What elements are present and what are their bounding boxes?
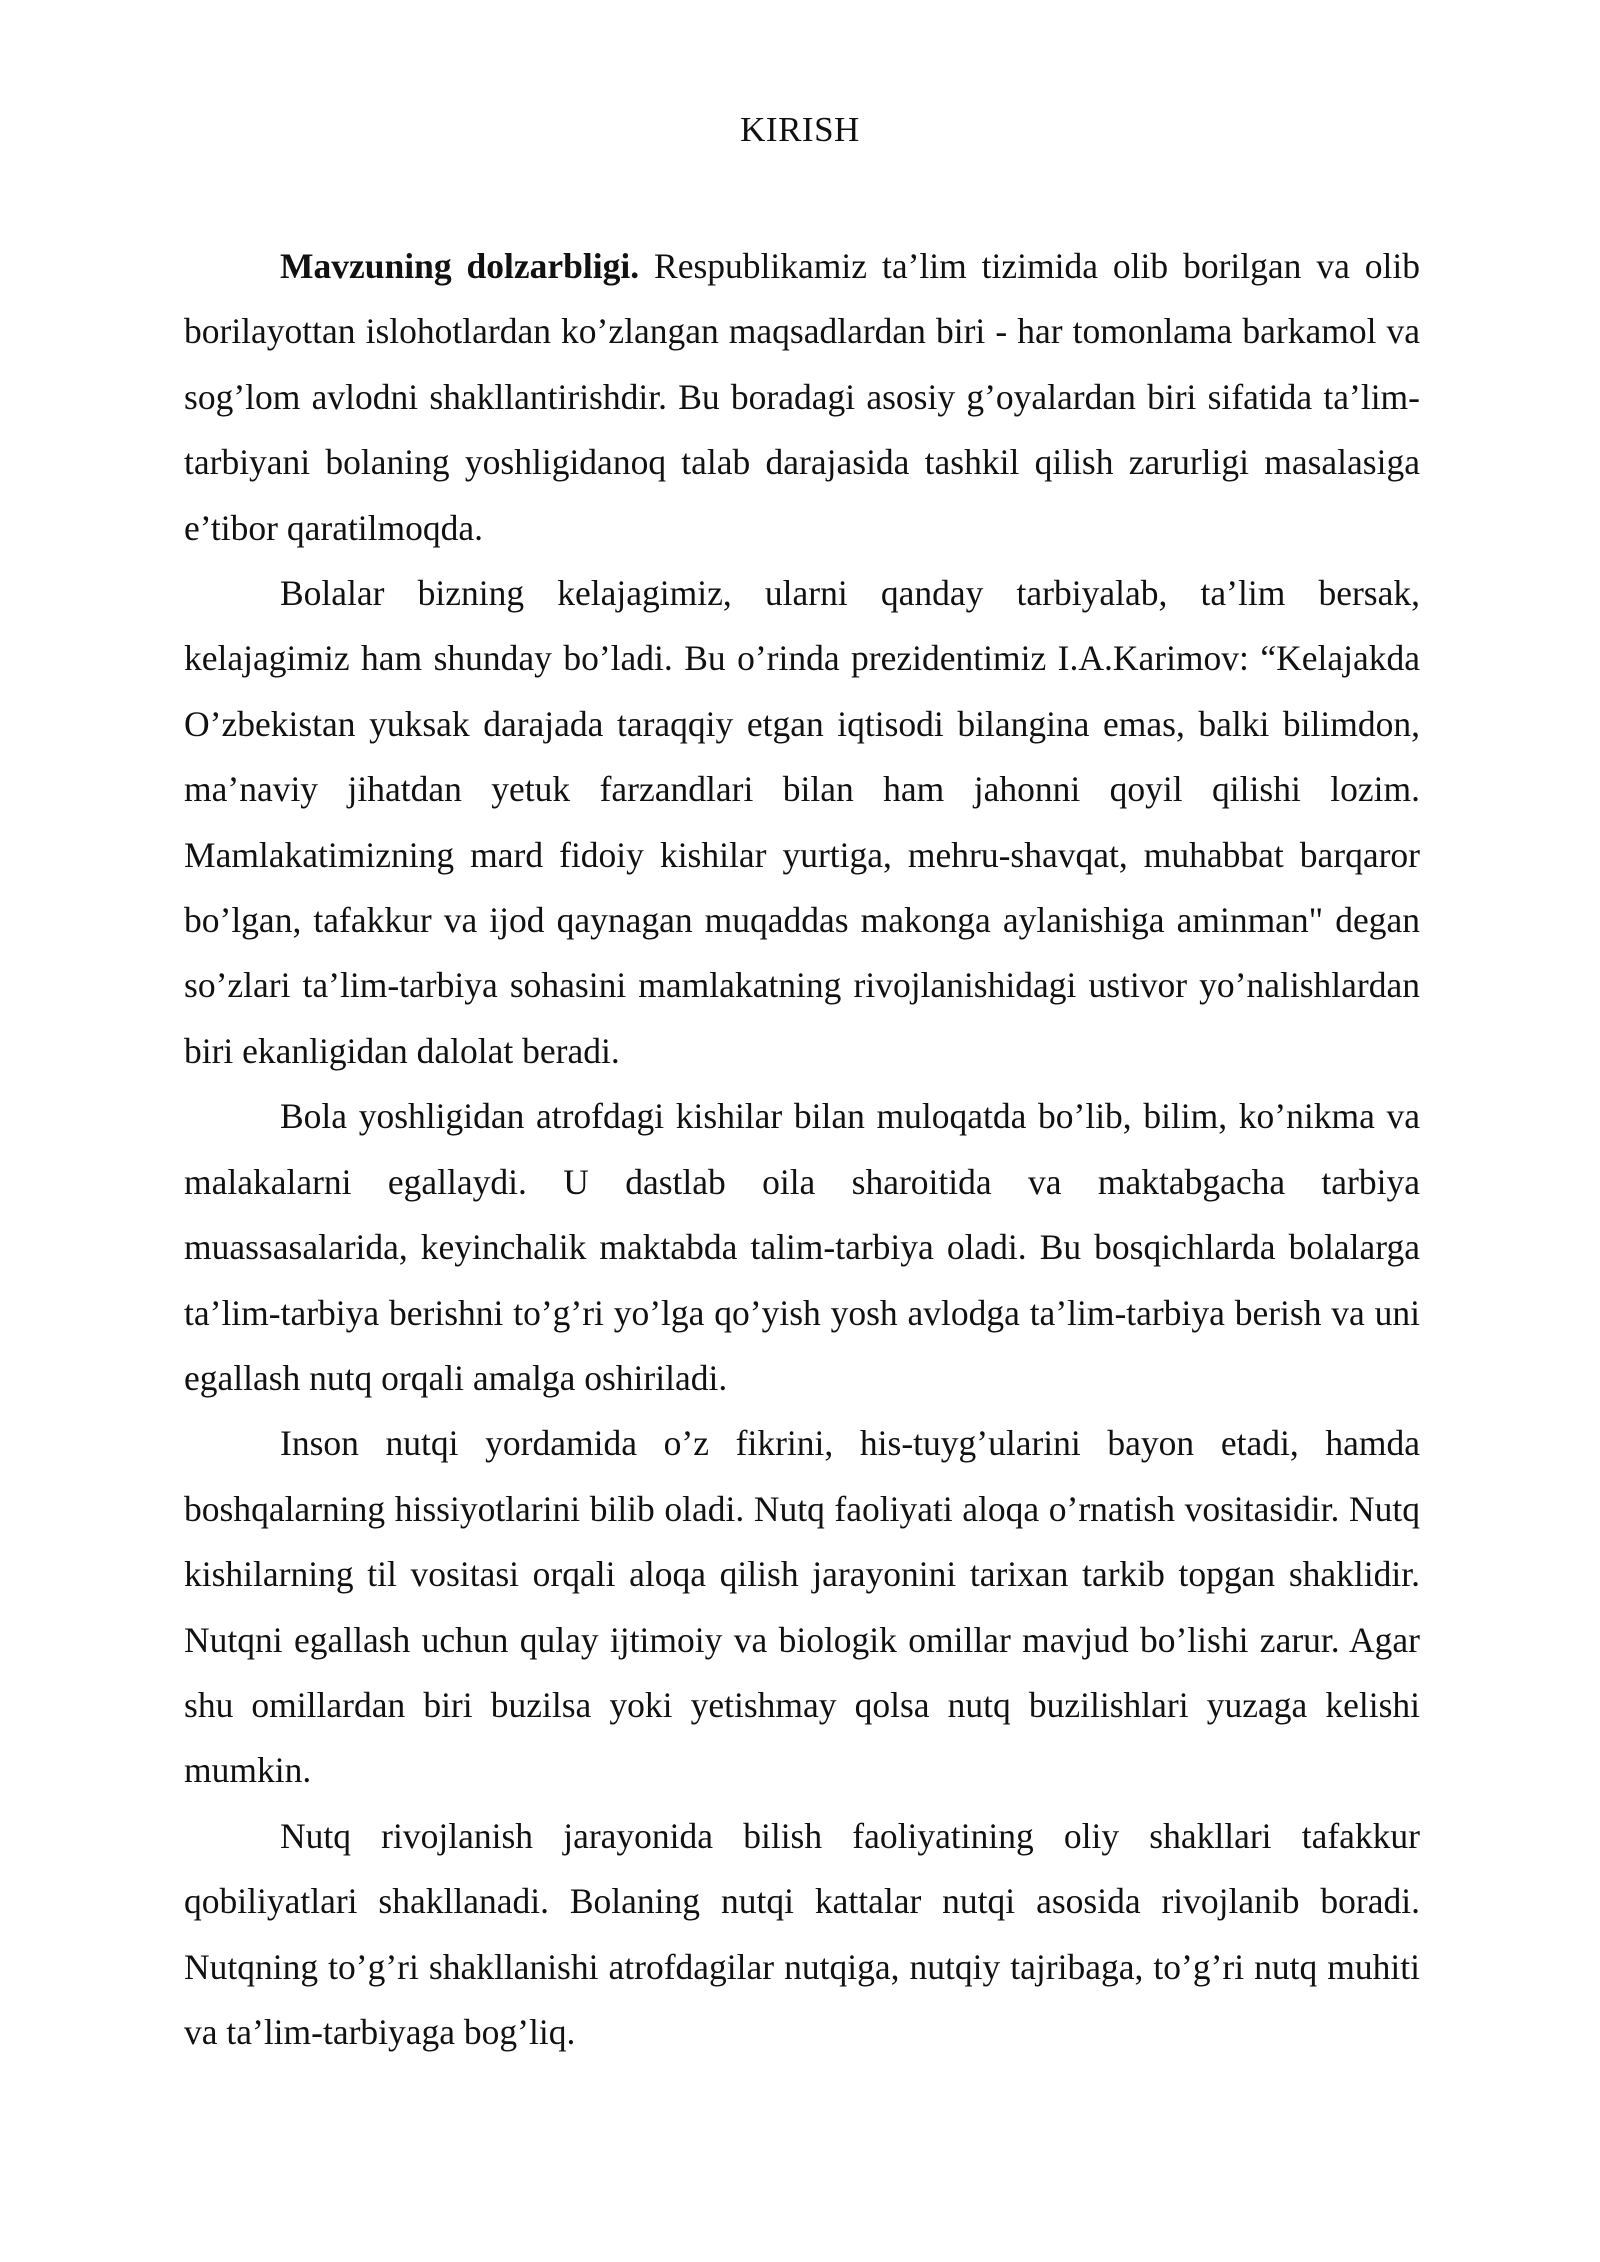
paragraph-children-future: Bolalar bizning kelajagimiz, ularni qanday tarbiyalab, ta’lim bersak, kelajagimiz ham shunday bo’ladi. Bu o’rinda prezidentimiz I.A.Karimov: “Kelajakda O’zbekistan yuksak darajada taraqqiy etgan iqtisodi bilangina emas, balki bilimdon, ma’naviy jihatdan yetuk farzandlari bilan ham jahonni qoyil qilishi lozim. Mamlakatimizning mard fidoiy kishilar yurtiga, mehru-shavqat, muhabbat barqaror bo’lgan, tafakkur va ijod qaynagan muqaddas makonga aylanishiga aminman" degan so’zlari ta’lim-tarbiya sohasini mamlakatning rivojlanishidagi ustivor yo’nalishlardan biri ekanligidan dalolat beradi. <box>184 573 1420 1071</box>
paragraph-speech-development: Nutq rivojlanish jarayonida bilish faoliyatining oliy shakllari tafakkur qobiliyatlari shakllanadi. Bolaning nutqi kattalar nutqi asosida rivojlanib boradi. Nutqning to’g’ri shakllanishi atrofdagilar nutqiga, nutqiy tajribaga, to’g’ri nutq muhiti va ta’lim-tarbiyaga bog’liq. <box>184 1815 1420 2052</box>
paragraph-human-speech: Inson nutqi yordamida o’z fikrini, his-tuyg’ularini bayon etadi, hamda boshqalarning hissiyotlarini bilib oladi. Nutq faoliyati aloqa o’rnatish vositasidir. Nutq kishilarning til vositasi orqali aloqa qilish jarayonini tarixan tarkib topgan shaklidir. Nutqni egallash uchun qulay ijtimoiy va biologik omillar mavjud bo’lishi zarur. Agar shu omillardan biri buzilsa yoki yetishmay qolsa nutq buzilishlari yuzaga kelishi mumkin. <box>184 1423 1420 1791</box>
paragraph-child-learning: Bola yoshligidan atrofdagi kishilar bilan muloqatda bo’lib, bilim, ko’nikma va malakalarni egallaydi. U dastlab oila sharoitida va maktabgacha tarbiya muassasalarida, keyinchalik maktabda talim-tarbiya oladi. Bu bosqichlarda bolalarga ta’lim-tarbiya berishni to’g’ri yo’lga qo’yish yosh avlodga ta’lim-tarbiya berish va uni egallash nutq orqali amalga oshiriladi. <box>184 1096 1420 1398</box>
paragraph-text: Respublikamiz ta’lim tizimida olib borilgan va olib borilayottan islohotlardan ko’zlangan maqsadlardan biri - har tomonlama barkamol va sog’lom avlodni shakllantirishdir. Bu boradagi asosiy g’oyalardan biri sifatida ta’lim-tarbiyani bolaning yoshligidanoq talab darajasida tashkil qilish zarurligi masalasiga e’tibor qaratilmoqda. <box>184 246 1420 548</box>
document-body <box>184 234 1420 2065</box>
paragraph-lead-bold: Mavzuning dolzarbligi. <box>280 246 640 286</box>
page-heading: KIRISH <box>740 110 860 149</box>
paragraph-relevance <box>184 234 1420 561</box>
